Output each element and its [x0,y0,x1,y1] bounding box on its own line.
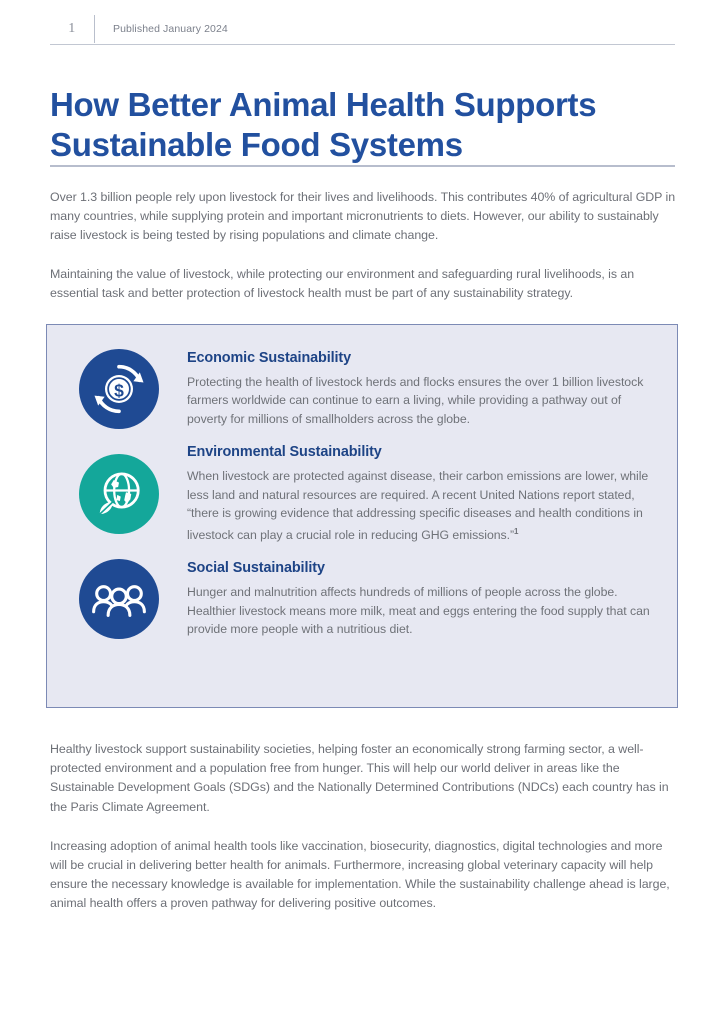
pillar-environmental-heading: Environmental Sustainability [187,444,382,460]
three-people-icon [79,559,159,639]
pillar-social [77,557,651,641]
pillar-social-heading: Social Sustainability [187,560,325,577]
page-title: How Better Animal Health Supports Sustainable Food Systems [50,86,597,164]
intro-paragraph-2: Maintaining the value of livestock, while protecting our environment and safeguarding rural livelihoods, is an essential task and better protection of livestock health must be part of any sustainability strategy. [50,266,635,300]
pillar-environmental-text-body: When livestock are protected against disease, their carbon emissions are lower, while less land and natural resources are required. A recent United Nations report stated, “there is growing evidence that addressing specific diseases and health conditions in livestock can play a crucial role in reducing GHG emissions.” [187,469,649,542]
pillar-environmental-body [161,444,651,544]
dollar-recycle-icon [79,349,159,429]
closing-paragraph-2: Increasing adoption of animal health tools like vaccination, biosecurity, diagnostics, digital technologies and more will be crucial in delivering better health for animals. Furthermore, increasing global veterinary capacity will help ensure the necessary knowledge is available for implementation. While the sustainability challenge ahead is large, animal health offers a proven pathway for delivering positive outcomes. [50,838,670,911]
title-rule [50,165,675,167]
pillar-economic-heading: Economic Sustainability [187,349,352,366]
published-date-label: Published January 2024 [113,23,228,35]
pillar-environmental-icon-wrap [77,452,161,536]
pillar-economic-body [161,350,651,429]
footnote-marker: 1 [514,526,519,536]
pillar-economic [77,347,651,431]
closing-paragraph-1: Healthy livestock support sustainability societies, helping foster an economically strong farming sector, a well-protected environment and a population free from hunger. This will help our world deliver in areas like the Sustainable Development Goals (SDGs) and the Nationally Determined Contributions (NDCs) each country has in the Paris Climate Agreement. [50,742,669,814]
sustainability-pillars-panel [46,324,678,708]
pillar-economic-icon-wrap [77,347,161,431]
intro-section [50,188,678,303]
pillar-social-icon-wrap [77,557,161,641]
page-number: 1 [68,21,76,36]
header-rule [50,44,675,45]
svg-text:$: $ [114,380,124,401]
pillar-social-body [161,560,651,639]
closing-section [50,740,682,934]
globe-leaf-icon [79,454,159,534]
pillar-social-text: Hunger and malnutrition affects hundreds of millions of people across the globe. Healthier livestock means more milk, meat and eggs entering the food supply that can provide more people with a nutritious diet. [187,585,650,637]
pillar-environmental [77,444,651,544]
pillar-economic-text: Protecting the health of livestock herds and flocks ensures the over 1 billion livestock farmers worldwide can continue to earn a living, while providing a pathway out of poverty for millions of smallholders across the globe. [187,374,644,426]
intro-paragraph-1: Over 1.3 billion people rely upon livestock for their lives and livelihoods. This contributes 40% of agricultural GDP in many countries, while supplying protein and important micronutrients to diets. However, our ability to sustainably raise livestock is being tested by rising populations and climate change. [50,190,676,243]
page-header [50,14,675,44]
pillar-environmental-text [187,467,651,544]
